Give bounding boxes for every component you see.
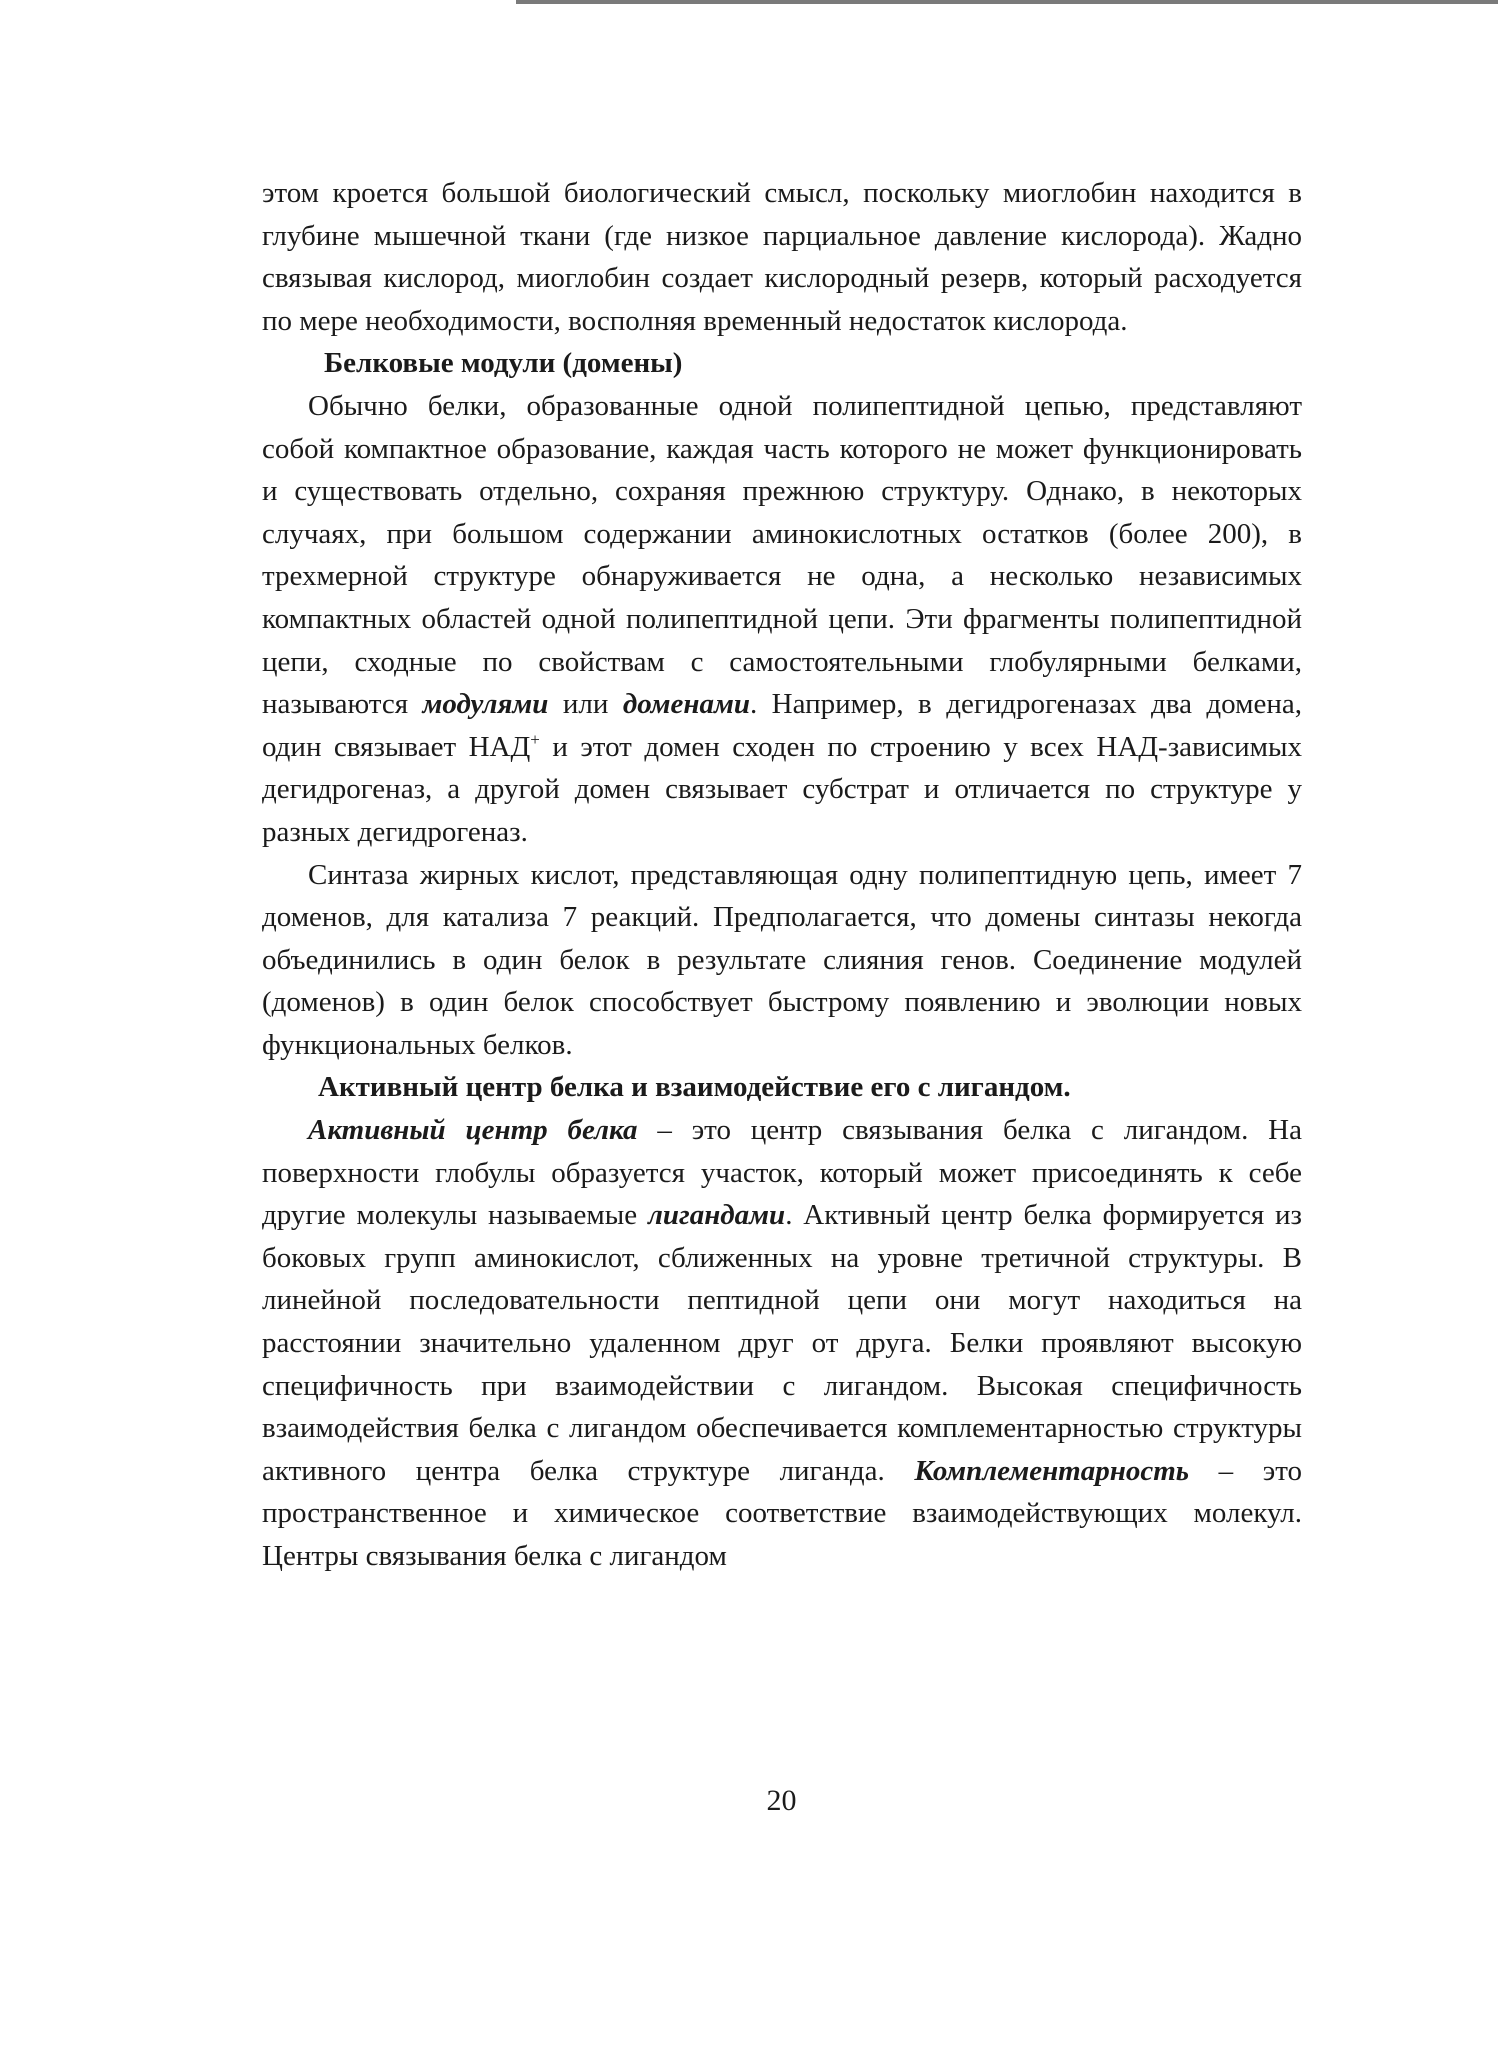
paragraph-protein-domains bbox=[262, 385, 1302, 854]
paragraph-text-segment: – это пространственное и химическое соответствие взаимодействующих молекул. Центры связывания белка с лигандом bbox=[262, 1454, 1302, 1572]
heading-active-center: Активный центр белка и взаимодействие его с лигандом. bbox=[318, 1071, 1071, 1104]
paragraph-text-segment: . Например, в дегидрогеназах два домена, один связывает НАД bbox=[262, 688, 1302, 763]
paragraph-text-segment: Обычно белки, образованные одной полипептидной цепью, представляют собой компактное образование, каждая часть которого не может функционировать и существовать отдельно, сохраняя прежнюю структуру. Однако, в некоторых случаях, при большом содержании аминокислотных остатков (более 200), в трехмерной структуре обнаруживается не одна, а несколько независимых компактных областей одной полипептидной цепи. Эти фрагменты полипептидной цепи, сходные по свойствам с самостоятельными глобулярными белками, называются bbox=[262, 389, 1302, 721]
paragraph-text-segment: и этот домен сходен по строению у всех НАД-зависимых дегидрогеназ, а другой домен связывает субстрат и отличается по структуре у разных дегидрогеназ. bbox=[262, 730, 1302, 848]
paragraph-myoglobin-continuation: этом кроется большой биологический смысл, поскольку миоглобин находится в глубине мышечной ткани (где низкое парциальное давление кислорода). Жадно связывая кислород, миоглобин создает кислородный резерв, который расходуется по мере необходимости, восполняя временный недостаток кислорода. bbox=[262, 177, 1302, 337]
term-active-center: Активный центр белка bbox=[308, 1114, 638, 1147]
term-domains: доменами bbox=[622, 688, 750, 721]
paragraph-text-segment: – это центр связывания белка с лигандом. На поверхности глобулы образуется участок, который может присоединять к себе другие молекулы называемые bbox=[262, 1114, 1303, 1232]
superscript-plus: + bbox=[530, 729, 540, 749]
page-number: 20 bbox=[766, 1784, 797, 1817]
term-ligands: лигандами bbox=[647, 1199, 786, 1232]
term-complementarity: Комплементарность bbox=[914, 1454, 1190, 1487]
top-scan-rule bbox=[516, 0, 1498, 4]
paragraph-fatty-acid-synthase: Синтаза жирных кислот, представляющая одну полипептидную цепь, имеет 7 доменов, для катализа 7 реакций. Предполагается, что домены синтазы некогда объединились в один белок в результате слияния генов. Соединение модулей (доменов) в один белок способствует быстрому появлению и эволюции новых функциональных белков. bbox=[262, 858, 1302, 1061]
paragraph-text-segment: . Активный центр белка формируется из боковых групп аминокислот, сближенных на уровне третичной структуры. В линейной последовательности пептидной цепи они могут находиться на расстоянии значительно удаленном друг от друга. Белки проявляют высокую специфичность при взаимодействии с лигандом. Высокая специфичность взаимодействия белка с лигандом обеспечивается комплементарностью структуры активного центра белка структуре лиганда. bbox=[262, 1199, 1302, 1487]
term-modules: модулями bbox=[422, 688, 549, 721]
heading-protein-modules: Белковые модули (домены) bbox=[324, 347, 683, 380]
page-body-text bbox=[262, 172, 1302, 1578]
paragraph-active-center bbox=[262, 1109, 1302, 1578]
paragraph-text-segment: или bbox=[548, 688, 623, 721]
